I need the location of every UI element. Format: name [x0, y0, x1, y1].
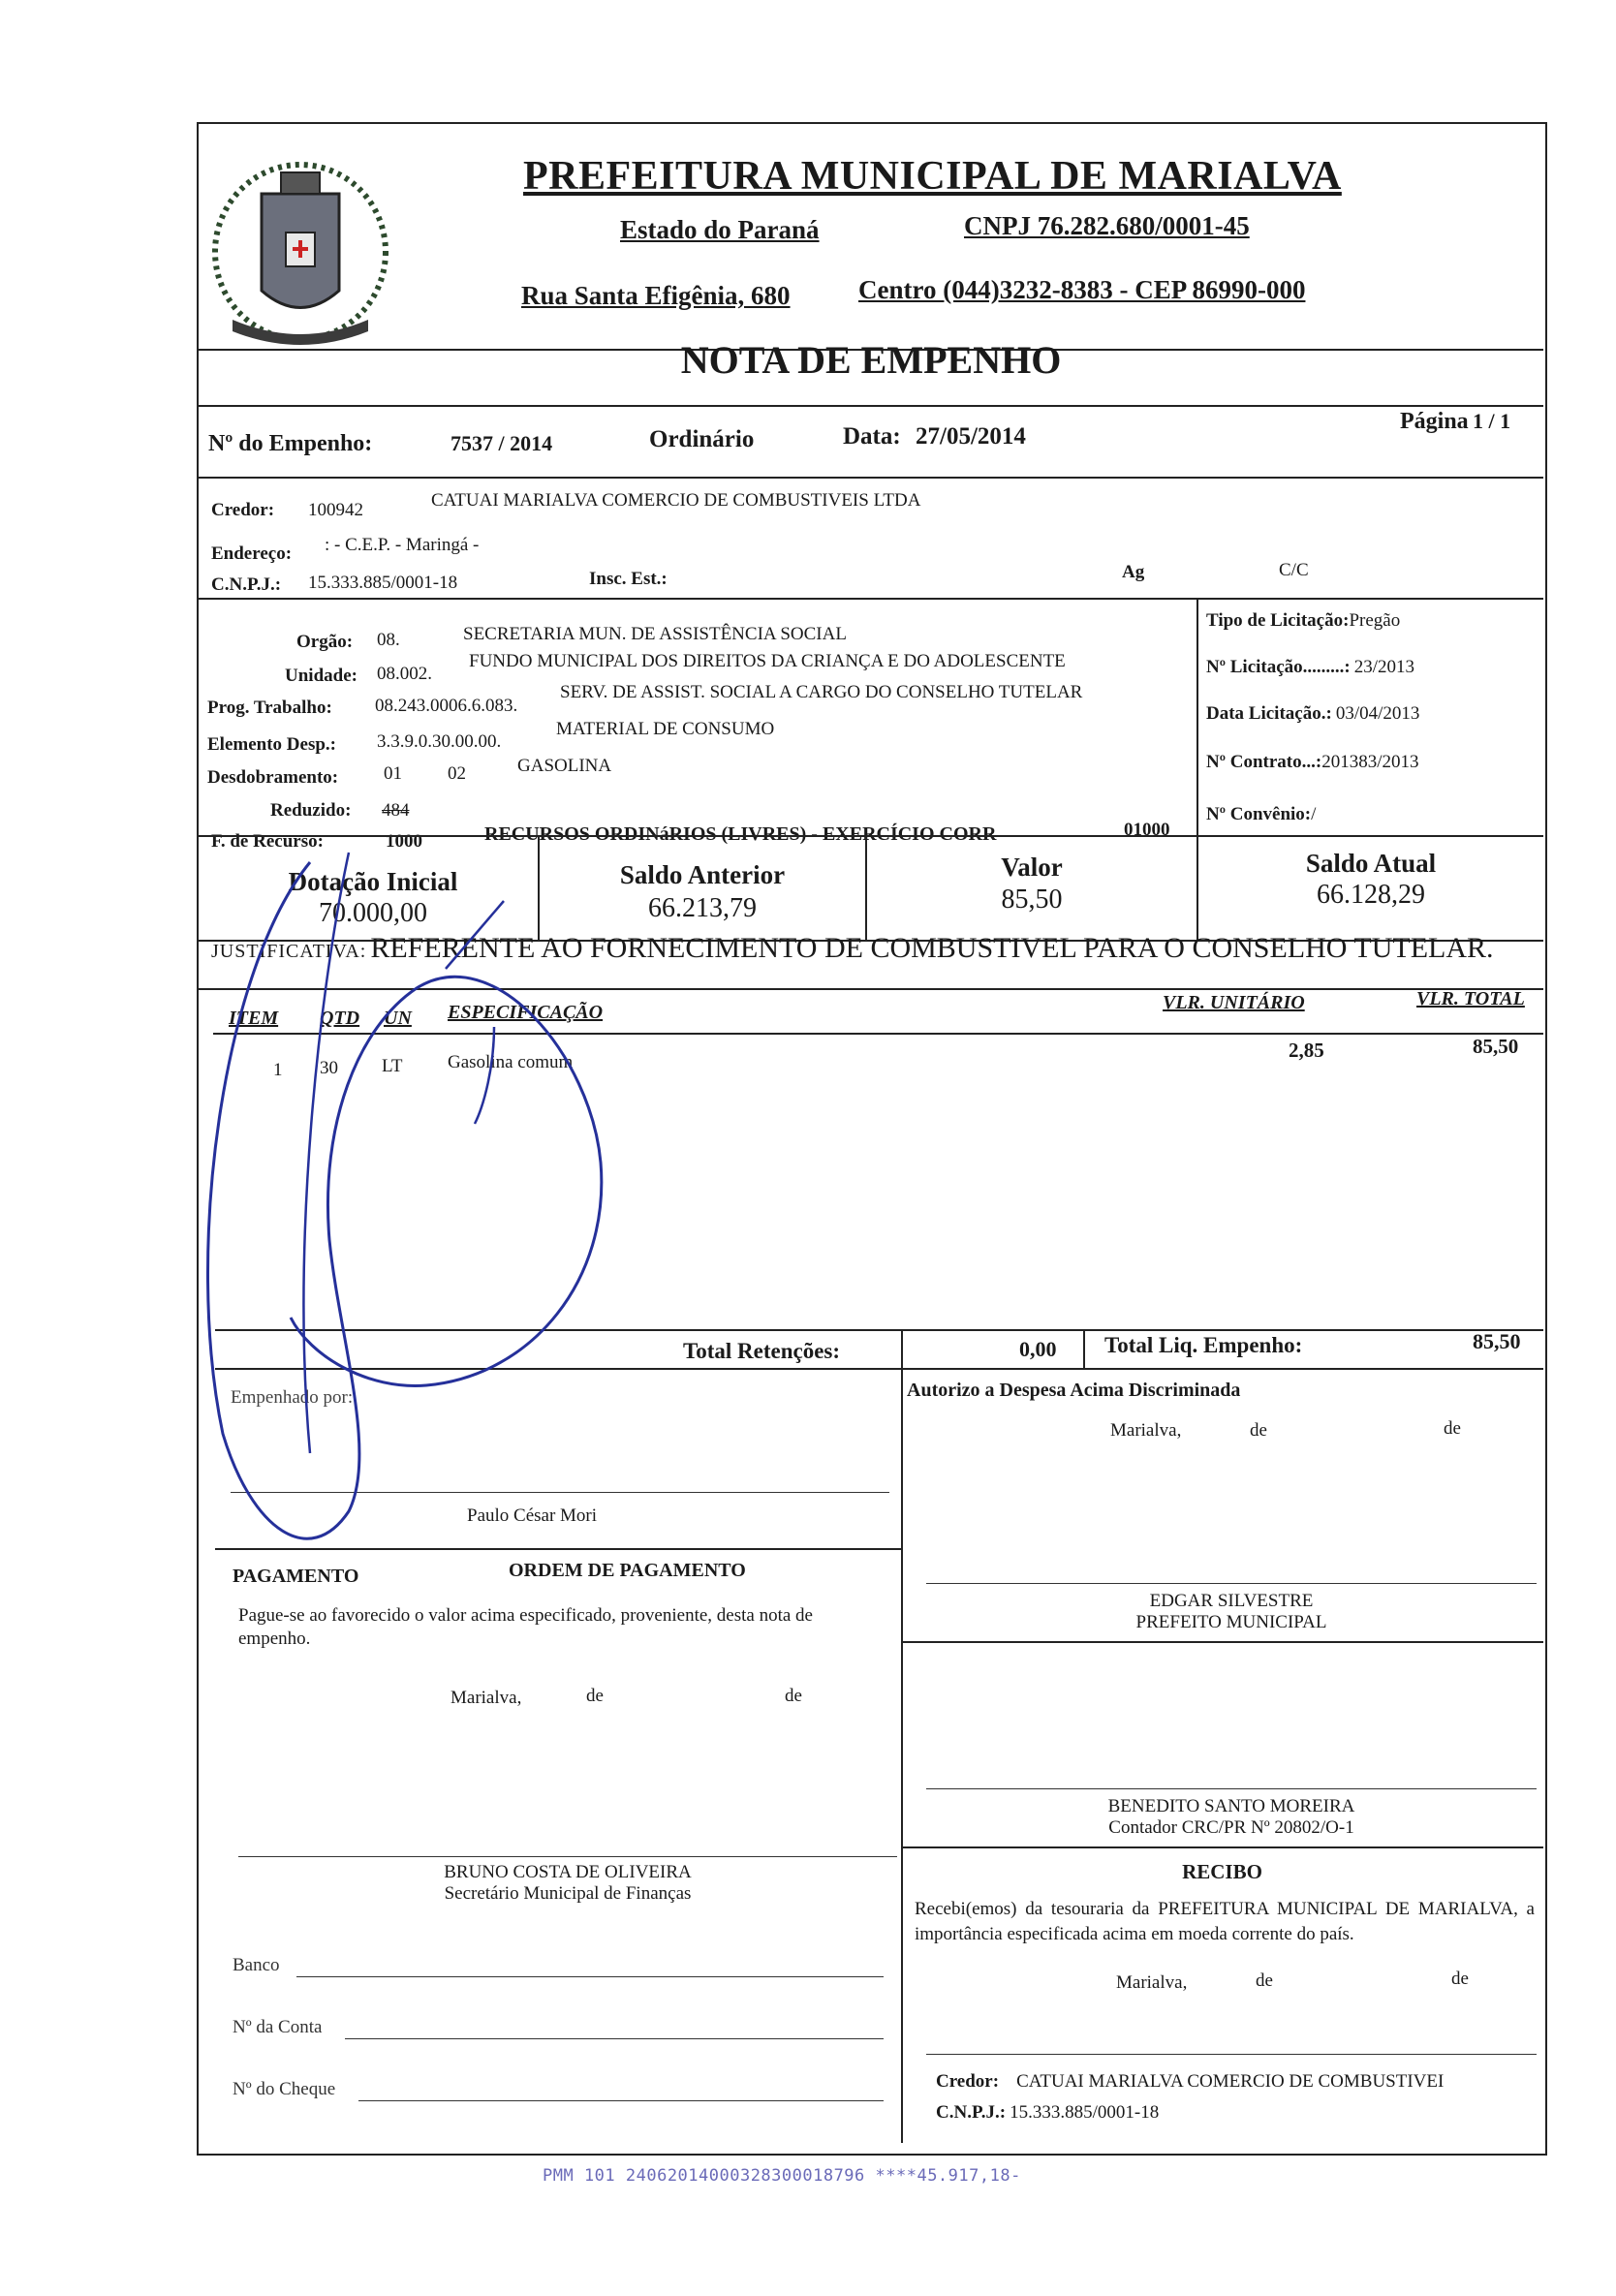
recibo-signature-line [926, 2054, 1537, 2055]
row-qtd: 30 [320, 1058, 338, 1078]
ordem-pagamento-label: ORDEM DE PAGAMENTO [509, 1560, 746, 1581]
empenho-number-label: Nº do Empenho: [208, 431, 373, 456]
valor-label: Valor [1001, 853, 1063, 882]
contador-role: Contador CRC/PR Nº 20802/O-1 [1108, 1817, 1354, 1838]
prefeitura-title: PREFEITURA MUNICIPAL DE MARIALVA [523, 154, 1342, 199]
col-un: UN [384, 1008, 412, 1029]
data-licitacao-value: 03/04/2013 [1335, 703, 1420, 724]
divider [1196, 598, 1198, 835]
unidade-name: FUNDO MUNICIPAL DOS DIREITOS DA CRIANÇA E DO ADOLESCENTE [469, 651, 1066, 671]
autorizo-city: Marialva, [1110, 1420, 1182, 1441]
divider [199, 477, 1543, 479]
page-number: 1 / 1 [1473, 409, 1511, 433]
recibo-city: Marialva, [1116, 1972, 1188, 1993]
divider [1083, 1329, 1085, 1368]
recibo-credor-label: Credor: [936, 2071, 1000, 2092]
ag-label: Ag [1122, 562, 1145, 582]
creditor-label: Credor: [211, 500, 275, 520]
autorizo-de-2: de [1444, 1418, 1461, 1439]
recibo-text: Recebi(emos) da tesouraria da PREFEITURA MUNICIPAL DE MARIALVA, a importância especificada acima em moeda corrente do país. [915, 1899, 1535, 1944]
tipo-licitacao-value: Pregão [1349, 610, 1401, 631]
secretario-role: Secretário Municipal de Finanças [444, 1883, 692, 1904]
row-spec: Gasolina comum [448, 1052, 574, 1072]
desdobramento-label: Desdobramento: [207, 767, 339, 788]
reduzido-value: 484 [382, 800, 410, 821]
recurso-number: 01000 [1124, 820, 1170, 840]
autorizo-de-1: de [1250, 1420, 1267, 1441]
retencoes-value: 0,00 [1019, 1337, 1057, 1361]
elemento-label: Elemento Desp.: [207, 734, 336, 755]
recibo-cnpj-value: 15.333.885/0001-18 [1010, 2102, 1160, 2123]
recibo-de-1: de [1256, 1970, 1273, 1991]
district-phone: Centro (044)3232-8383 - CEP 86990-000 [858, 275, 1306, 304]
data-licitacao-label: Data Licitação.: [1206, 703, 1332, 724]
desdobramento-a: 01 [384, 763, 402, 784]
pagamento-de-1: de [586, 1686, 604, 1706]
cheque-field[interactable] [358, 2100, 884, 2101]
num-licitacao [1206, 657, 1414, 678]
creditor-name: CATUAI MARIALVA COMERCIO DE COMBUSTIVEIS LTDA [431, 490, 921, 511]
tipo-licitacao-label: Tipo de Licitação: [1206, 610, 1350, 631]
pagamento-de-2: de [785, 1686, 802, 1706]
orgao-name: SECRETARIA MUN. DE ASSISTÊNCIA SOCIAL [463, 624, 847, 644]
cheque-label: Nº do Cheque [233, 2079, 336, 2099]
divider [901, 1368, 903, 2143]
autorizo-text: Autorizo a Despesa Acima Discriminada [907, 1380, 1241, 1401]
prefeito-signature-line [926, 1583, 1537, 1584]
num-licitacao-value: 23/2013 [1353, 657, 1415, 677]
recibo-cnpj-label: C.N.P.J.: [936, 2102, 1007, 2123]
page-label: Página [1400, 409, 1469, 434]
desdobramento-name: GASOLINA [517, 756, 612, 776]
col-qtd: QTD [320, 1008, 360, 1029]
empenho-date: 27/05/2014 [916, 423, 1026, 450]
prog-code: 08.243.0006.6.083. [375, 696, 518, 716]
unidade-code: 08.002. [377, 664, 432, 684]
prog-label: Prog. Trabalho: [207, 698, 332, 718]
creditor-code: 100942 [308, 500, 363, 520]
document-title: NOTA DE EMPENHO [680, 338, 1062, 382]
pagamento-city: Marialva, [451, 1688, 522, 1708]
empenhado-name: Paulo César Mori [467, 1505, 598, 1526]
divider [199, 405, 1543, 407]
recibo-title: RECIBO [1182, 1860, 1262, 1883]
street-address: Rua Santa Efigênia, 680 [521, 281, 791, 310]
num-licitacao-label: Nº Licitação.........: [1206, 657, 1351, 677]
justificativa-label: JUSTIFICATIVA: [211, 941, 367, 962]
row-unit: 2,85 [1289, 1039, 1324, 1062]
saldo-anterior-label: Saldo Anterior [619, 860, 786, 889]
contrato-value: 201383/2013 [1321, 752, 1419, 772]
divider [901, 1641, 1543, 1643]
dotacao-label: Dotação Inicial [288, 867, 458, 896]
divider [199, 598, 1543, 600]
prefeito-role: PREFEITO MUNICIPAL [1135, 1612, 1327, 1632]
orgao-label: Orgão: [296, 632, 354, 652]
elemento-code: 3.3.9.0.30.00.00. [377, 731, 502, 752]
retencoes-label: Total Retenções: [683, 1339, 841, 1363]
orgao-code: 08. [377, 630, 400, 650]
contrato-label: Nº Contrato...: [1206, 752, 1322, 772]
elemento-name: MATERIAL DE CONSUMO [556, 719, 775, 739]
recibo-cnpj [936, 2102, 1159, 2124]
col-unit: VLR. UNITÁRIO [1163, 992, 1305, 1013]
empenho-number: 7537 / 2014 [451, 431, 553, 455]
contrato [1206, 752, 1418, 773]
address-label: Endereço: [211, 543, 293, 564]
row-un: LT [382, 1056, 403, 1076]
empenhado-label: Empenhado por: [231, 1387, 354, 1408]
empenho-type: Ordinário [649, 426, 755, 452]
cnpj-header: CNPJ 76.282.680/0001-45 [964, 211, 1250, 240]
col-total: VLR. TOTAL [1416, 988, 1525, 1009]
convenio [1206, 804, 1316, 825]
total-liquido-label: Total Liq. Empenho: [1104, 1333, 1303, 1357]
handwritten-signature [184, 833, 630, 1569]
footer-stamp: PMM 101 24062014000328300018796 ****45.917,18- [543, 2166, 1021, 2186]
recibo-credor [936, 2071, 1444, 2093]
pagamento-label: PAGAMENTO [233, 1566, 359, 1587]
col-item: ITEM [229, 1008, 279, 1029]
conta-field[interactable] [345, 2038, 884, 2039]
recibo-credor-value: CATUAI MARIALVA COMERCIO DE COMBUSTIVEI [1016, 2071, 1445, 2092]
divider [901, 1329, 903, 1368]
row-item: 1 [273, 1060, 283, 1080]
licitacao-block [1206, 610, 1536, 833]
address-value: : - C.E.P. - Maringá - [325, 535, 480, 555]
contador-name: BENEDITO SANTO MOREIRA [1107, 1796, 1355, 1816]
convenio-label: Nº Convênio: [1206, 804, 1312, 824]
prefeito-name: EDGAR SILVESTRE [1149, 1591, 1314, 1611]
row-total: 85,50 [1473, 1035, 1519, 1058]
data-licitacao [1206, 703, 1419, 725]
pagamento-text: Pague-se ao favorecido o valor acima especificado, proveniente, desta nota de empenho. [238, 1605, 813, 1649]
cc-label: C/C [1279, 560, 1309, 580]
secretario-name: BRUNO COSTA DE OLIVEIRA [444, 1862, 692, 1882]
desdobramento-b: 02 [448, 763, 466, 784]
banco-field[interactable] [296, 1976, 884, 1977]
col-spec: ESPECIFICAÇÃO [448, 1002, 604, 1023]
valor-value: 85,50 [1001, 884, 1063, 915]
prog-name: SERV. DE ASSIST. SOCIAL A CARGO DO CONSELHO TUTELAR [560, 682, 1083, 702]
justificativa-text: REFERENTE AO FORNECIMENTO DE COMBUSTIVEL PARA O CONSELHO TUTELAR. [370, 932, 1494, 964]
creditor-cnpj-label: C.N.P.J.: [211, 574, 282, 595]
divider [901, 1846, 1543, 1848]
budget-block [207, 620, 1196, 843]
reduzido-label: Reduzido: [270, 800, 352, 821]
recurso-code: 1000 [386, 831, 422, 852]
insc-est-label: Insc. Est.: [589, 569, 668, 589]
banco-label: Banco [233, 1955, 280, 1975]
unidade-label: Unidade: [285, 666, 357, 686]
contador-signature-line [926, 1788, 1537, 1789]
dotacao-value: 70.000,00 [319, 898, 427, 928]
creditor-cnpj: 15.333.885/0001-18 [308, 573, 458, 593]
total-liquido-value: 85,50 [1473, 1329, 1521, 1353]
saldo-atual-value: 66.128,29 [1317, 880, 1425, 910]
recibo-de-2: de [1451, 1969, 1469, 1989]
recurso-name: RECURSOS ORDINáRIOS (LIVRES) - EXERCÍCIO CORR [484, 823, 997, 845]
recurso-label: F. de Recurso: [211, 831, 324, 852]
convenio-value: / [1311, 804, 1317, 824]
coat-of-arms-logo [203, 155, 397, 358]
saldo-anterior-value: 66.213,79 [648, 893, 757, 923]
date-label: Data: [843, 423, 901, 450]
secretario-signature-line [238, 1856, 897, 1857]
state-name: Estado do Paraná [620, 215, 820, 244]
saldo-atual-label: Saldo Atual [1305, 849, 1437, 878]
tipo-licitacao [1206, 610, 1400, 632]
conta-label: Nº da Conta [233, 2017, 323, 2037]
